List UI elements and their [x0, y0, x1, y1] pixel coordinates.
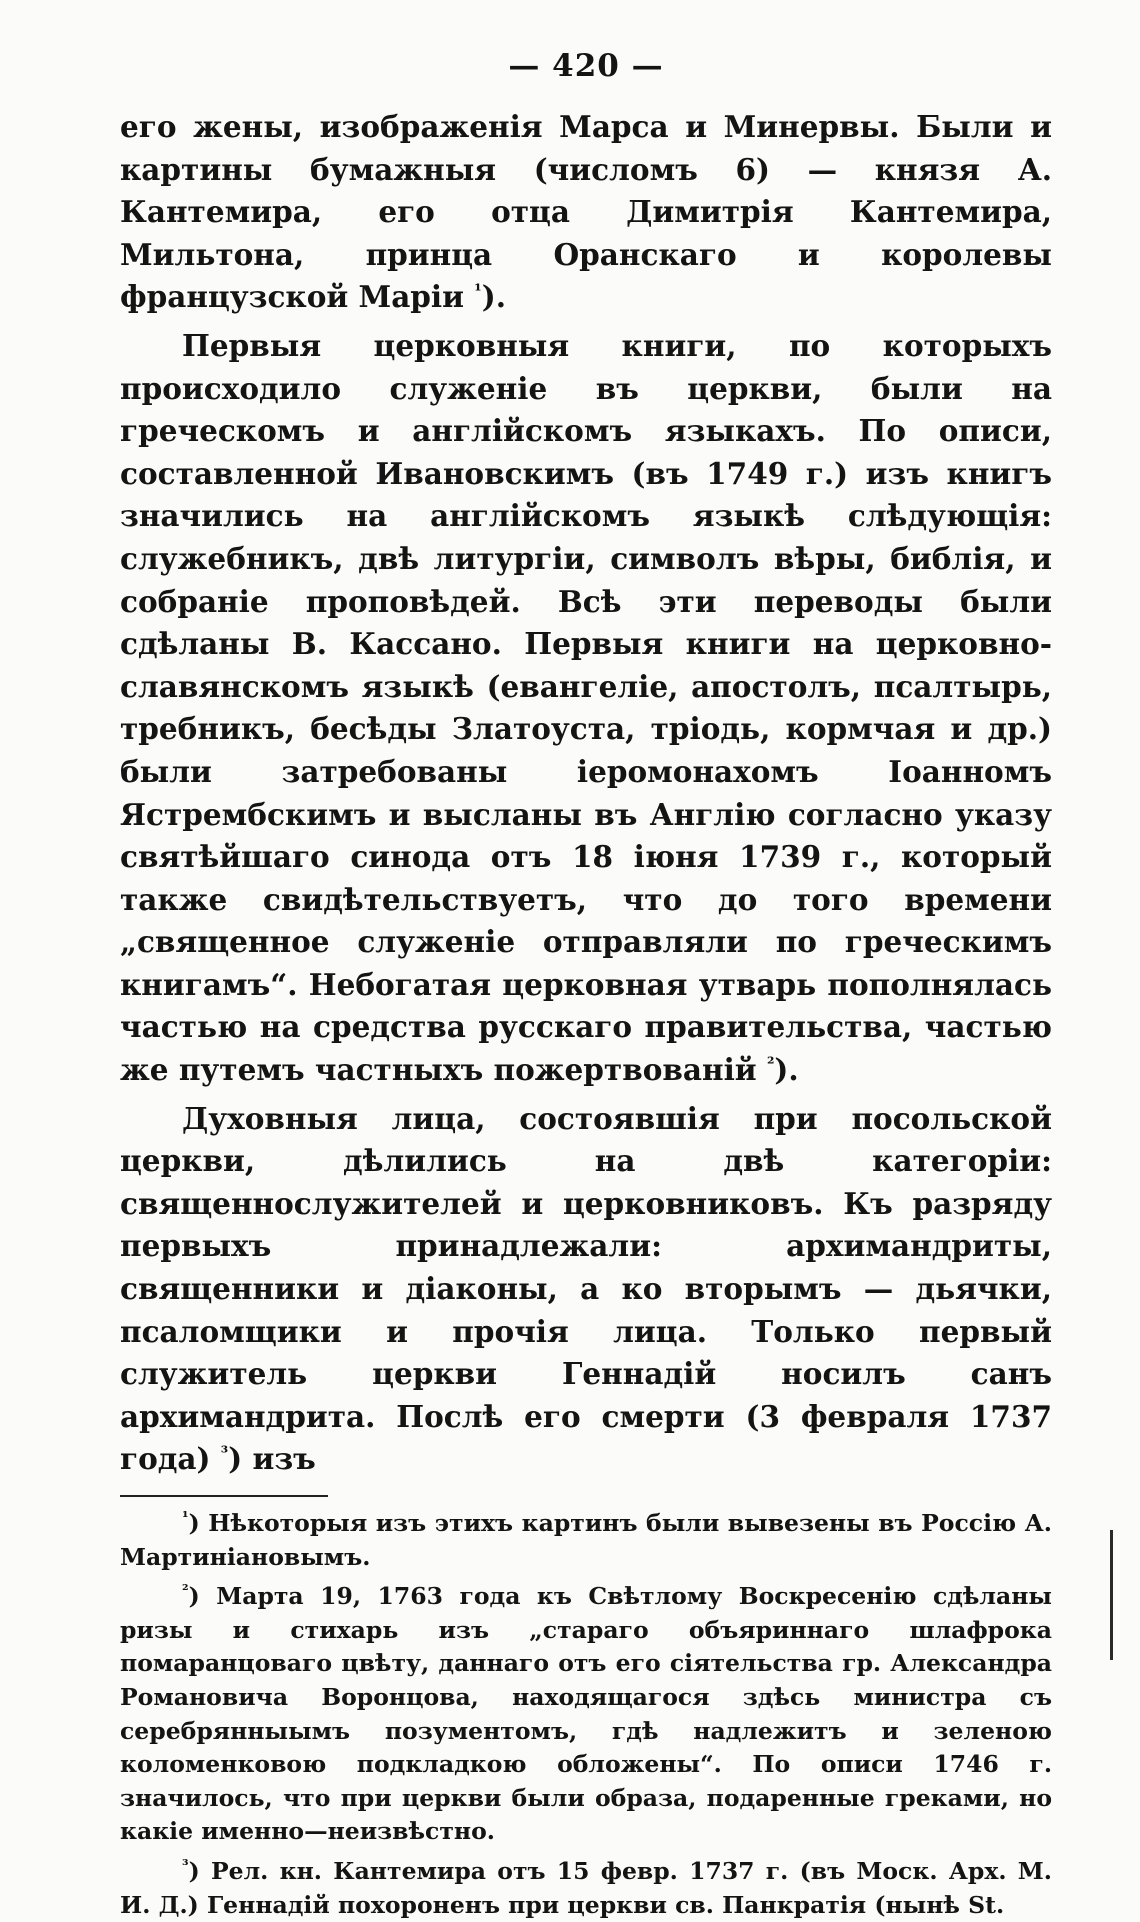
body-text	[120, 106, 1052, 1481]
footnote-text: ) Рел. кн. Кантемира отъ 15 февр. 1737 г. (въ Моск. Арх. М. И. Д.) Геннадій похороненъ при церкви св. Панкратія (нынѣ St.	[120, 1856, 1052, 1919]
footnote-text: ) Марта 19, 1763 года къ Свѣтлому Воскресенію сдѣланы ризы и стихарь изъ „стараго объяриннаго шлафрока помаранцоваго цвѣту, даннаго отъ его сіятельства гр. Александра Романовича Воронцова, находящагося здѣсь министра съ серебрянныымъ позументомъ, гдѣ надлежитъ и зеленою коломенковою подкладкою обложены“. По описи 1746 г. значилось, что при церкви были образа, подаренные греками, но какіе именно—неизвѣстно.	[120, 1582, 1052, 1846]
page-number: — 420 —	[508, 48, 664, 84]
paragraph-text: Духовныя лица, состоявшія при посольской церкви, дѣлились на двѣ категоріи: священнослужителей и церковниковъ. Къ разряду первыхъ принадлежали: архимандриты, священники и діаконы, а ко вторымъ — дьячки, псаломщики и прочія лица. Только первый служитель церкви Геннадій носилъ санъ архимандрита. Послѣ его смерти (3 февраля 1737 года)	[120, 1100, 1052, 1477]
paragraph	[120, 106, 1052, 319]
footnote-mark: ³	[182, 1856, 189, 1875]
footnote	[120, 1580, 1052, 1849]
margin-mark	[1110, 1530, 1113, 1660]
footnote	[120, 1855, 1052, 1922]
footnote-reference: ³	[220, 1443, 229, 1464]
footnote-mark: ¹	[182, 1508, 189, 1527]
paragraph-text: ).	[774, 1052, 799, 1088]
footnote-text: ) Нѣкоторыя изъ этихъ картинъ были вывезены въ Россію А. Мартиніановымъ.	[120, 1509, 1052, 1571]
footnotes	[120, 1507, 1052, 1922]
footnote-mark: ²	[182, 1581, 189, 1600]
footnote-reference: ¹	[474, 281, 482, 302]
paragraph	[120, 1098, 1052, 1481]
paragraph-text: Первыя церковныя книги, по которыхъ происходило служеніе въ церкви, были на греческомъ и англійскомъ языкахъ. По описи, составленной Ивановскимъ (въ 1749 г.) изъ книгъ значились на англійскомъ языкѣ слѣдующія: служебникъ, двѣ литургіи, символъ вѣры, библія, и собраніе проповѣдей. Всѣ эти переводы были сдѣланы В. Кассано. Первыя книги на церковно-славянскомъ языкѣ (евангеліе, апостолъ, псалтырь, требникъ, бесѣды Златоуста, тріодь, кормчая и др.) были затребованы іеромонахомъ Іоанномъ Ястрембскимъ и высланы въ Англію согласно указу святѣйшаго синода отъ 18 іюня 1739 г., который также свидѣтельствуетъ, что до того времени „священное служеніе отправляли по греческимъ книгамъ“. Небогатая церковная утварь пополнялась частью на средства русскаго правительства, частью же путемъ частныхъ пожертвованій	[120, 327, 1052, 1088]
footnote-reference: ²	[766, 1054, 775, 1075]
paragraph	[120, 325, 1052, 1092]
paragraph-text: ).	[481, 279, 506, 315]
paragraph-text: ) изъ	[228, 1441, 316, 1477]
page	[120, 48, 1052, 1922]
paragraph-text: его жены, изображенія Марса и Минервы. Были и картины бумажныя (числомъ 6) — князя А. Кантемира, его отца Димитрія Кантемира, Мильтона, принца Оранскаго и королевы французской Маріи	[120, 109, 1052, 315]
footnote	[120, 1507, 1052, 1574]
footnote-separator	[120, 1495, 328, 1497]
